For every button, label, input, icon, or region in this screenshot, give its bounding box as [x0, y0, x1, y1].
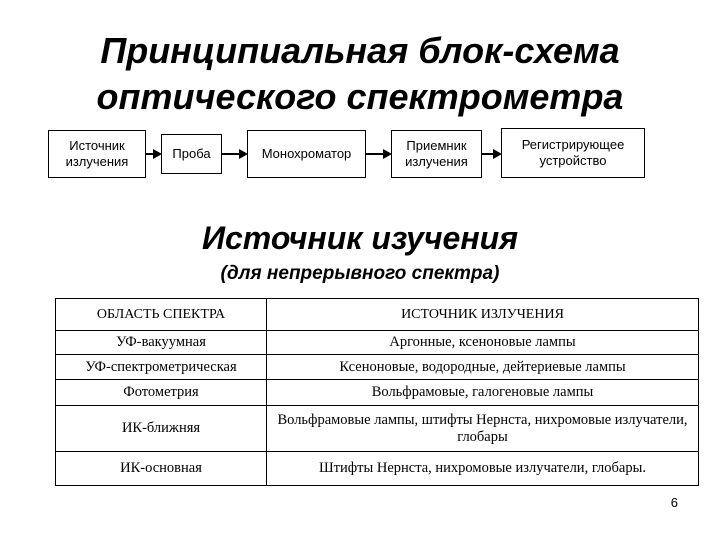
- source-cell: Штифты Нернста, нихромовые излучатели, глобары.: [267, 452, 699, 486]
- table-row: [56, 452, 699, 486]
- page-number: 6: [670, 495, 678, 510]
- block-monochromator: Монохроматор: [247, 130, 366, 178]
- region-cell: УФ-вакуумная: [56, 331, 267, 355]
- header-region: ОБЛАСТЬ СПЕКТРА: [56, 299, 267, 331]
- arrow-3: [366, 153, 390, 155]
- table-row: [56, 331, 699, 355]
- source-cell: Вольфрамовые лампы, штифты Нернста, нихромовые излучатели, глобары: [267, 406, 699, 452]
- arrow-2: [222, 153, 246, 155]
- slide-title: [0, 28, 720, 120]
- source-table: [55, 298, 699, 486]
- block-recorder: Регистрирующее устройство: [501, 128, 645, 178]
- table-row: [56, 355, 699, 380]
- title-line-1: Принципиальная блок-схема: [100, 30, 620, 71]
- arrow-4: [482, 153, 500, 155]
- table-header-row: [56, 299, 699, 331]
- block-source: Источник излучения: [48, 130, 146, 178]
- source-cell: Ксеноновые, водородные, дейтериевые лампы: [267, 355, 699, 380]
- table-row: [56, 380, 699, 406]
- title-line-2: оптического спектрометра: [96, 76, 624, 117]
- header-source: ИСТОЧНИК ИЗЛУЧЕНИЯ: [267, 299, 699, 331]
- block-sample: Проба: [161, 134, 222, 174]
- source-cell: Вольфрамовые, галогеновые лампы: [267, 380, 699, 406]
- region-cell: ИК-основная: [56, 452, 267, 486]
- section-subheading: (для непрерывного спектра): [220, 263, 500, 284]
- region-cell: Фотометрия: [56, 380, 267, 406]
- arrow-1: [146, 153, 160, 155]
- source-cell: Аргонные, ксеноновые лампы: [267, 331, 699, 355]
- region-cell: УФ-спектрометрическая: [56, 355, 267, 380]
- table-row: [56, 406, 699, 452]
- block-receiver: Приемник излучения: [391, 130, 482, 178]
- section-heading: Источник изучения: [201, 220, 519, 256]
- region-cell: ИК-ближняя: [56, 406, 267, 452]
